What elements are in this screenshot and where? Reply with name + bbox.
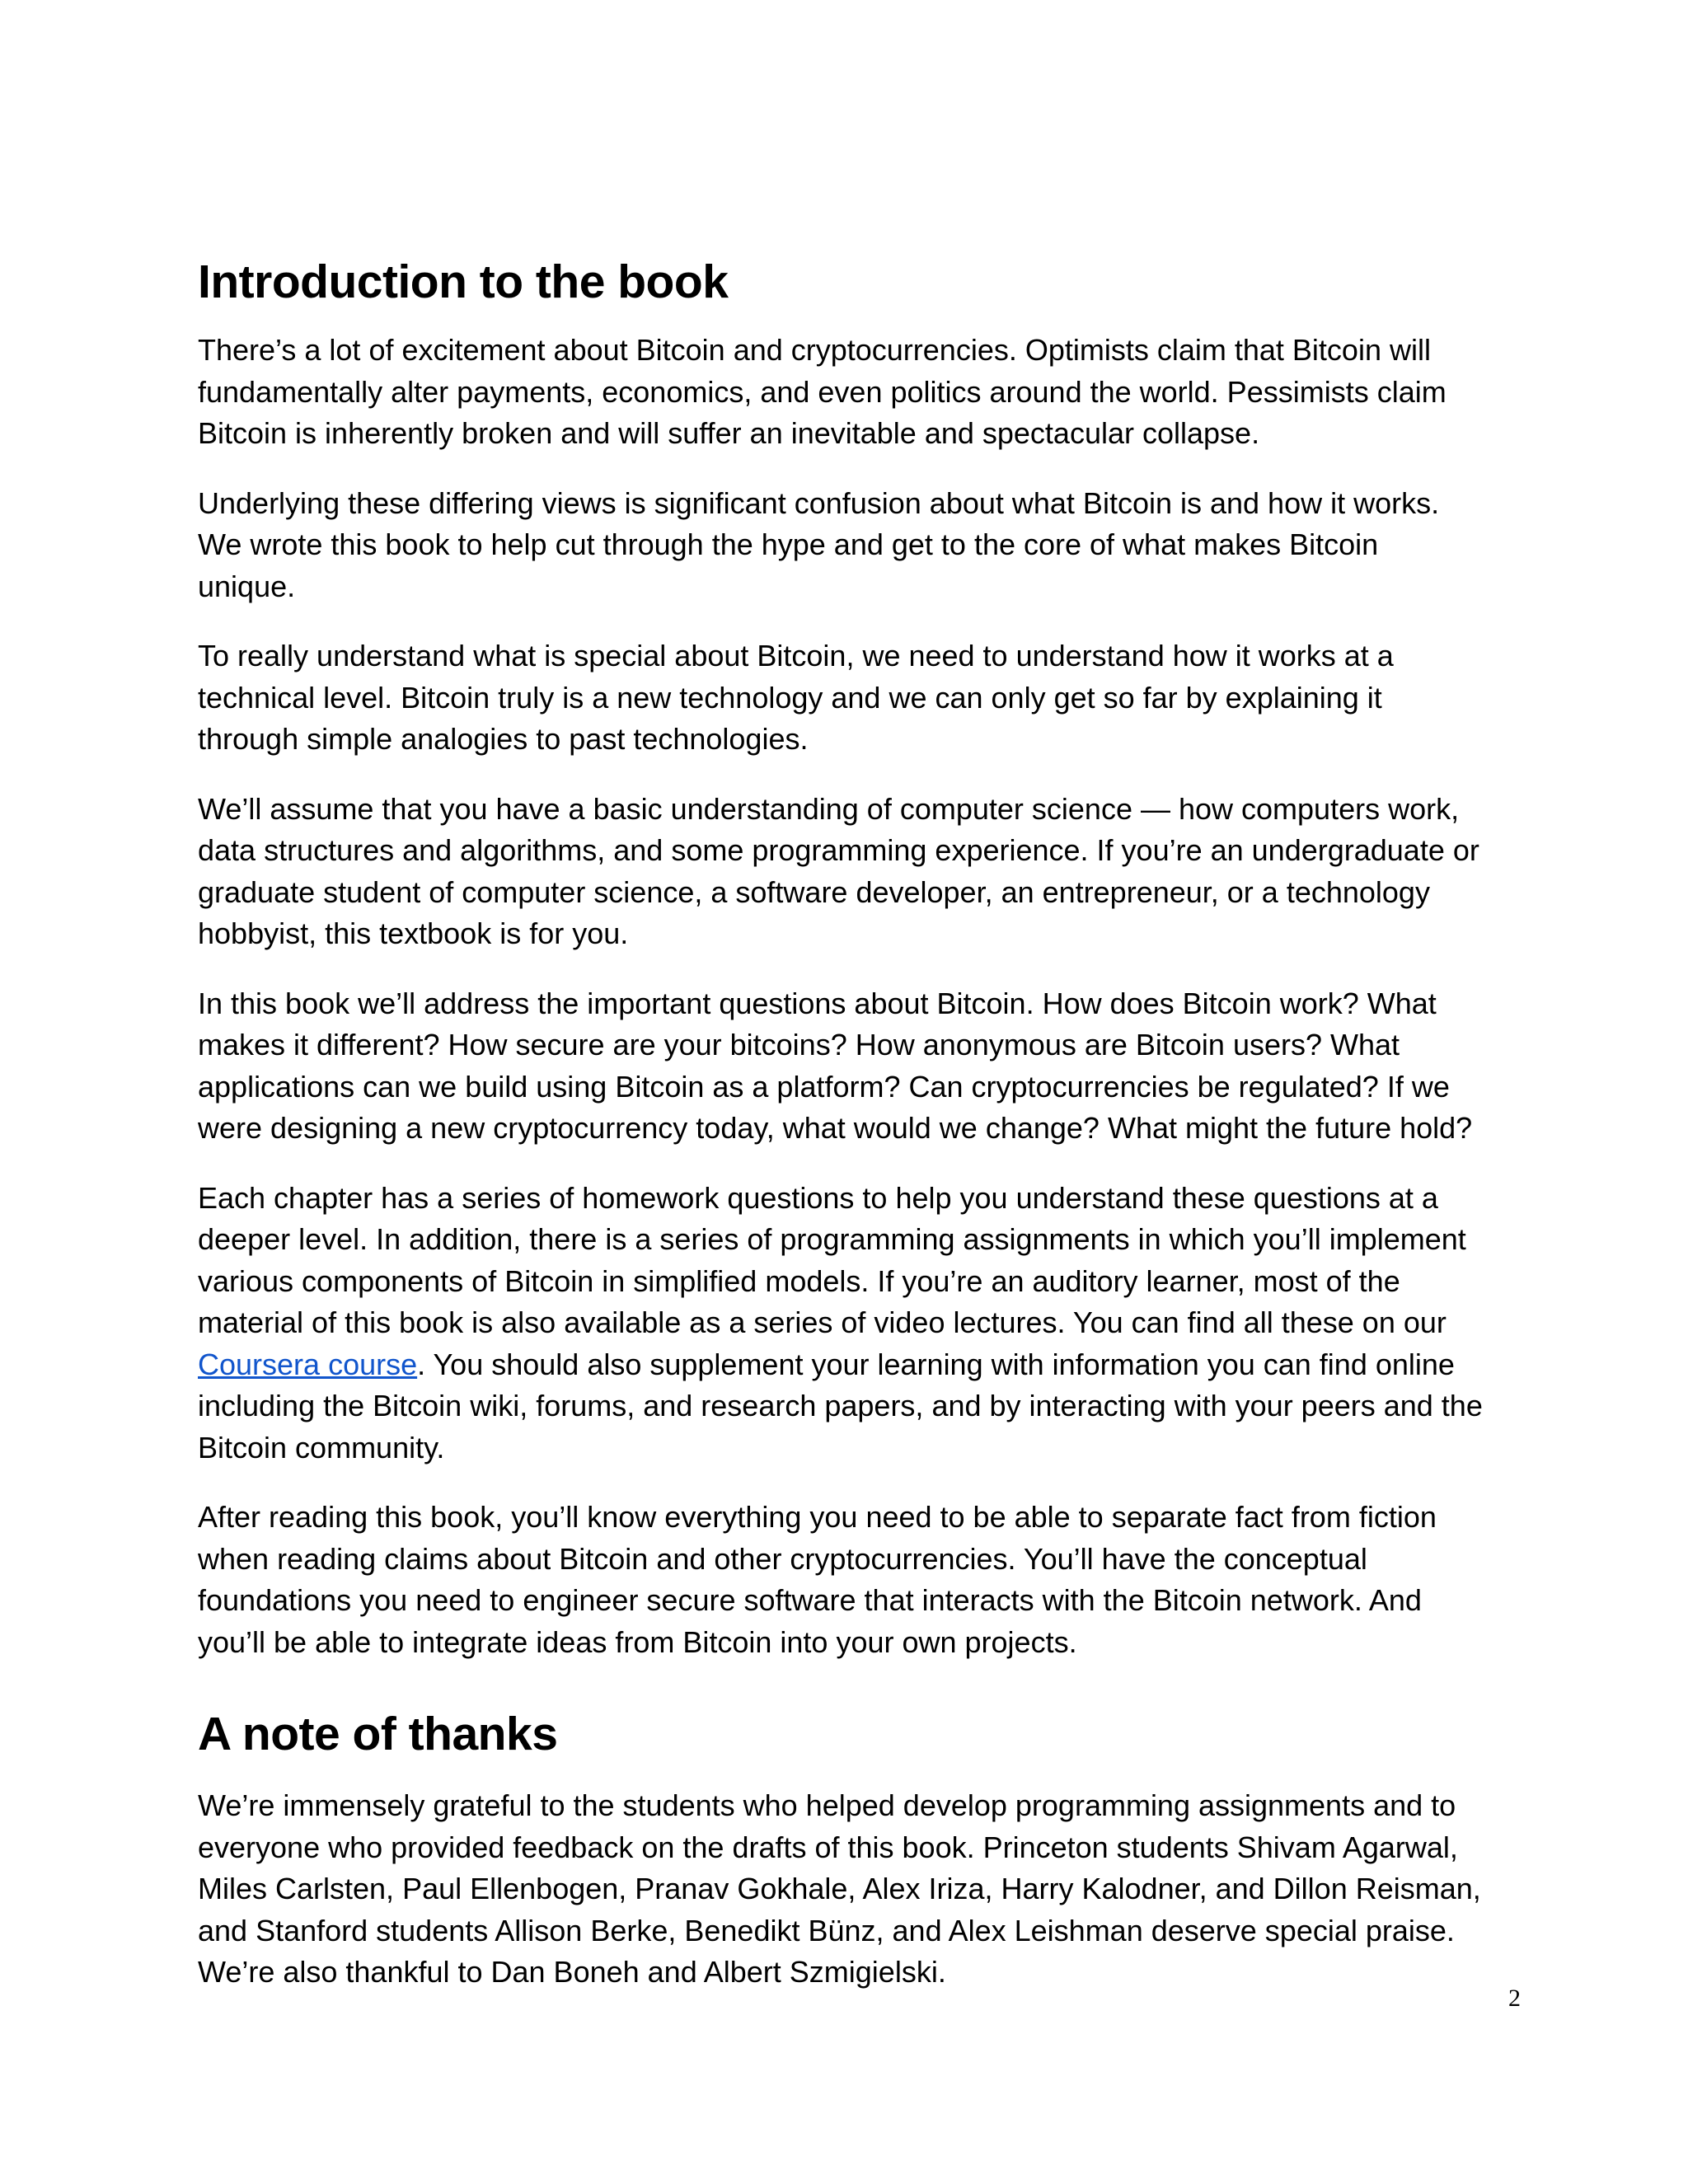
homework-text-before-link: Each chapter has a series of homework questions to help you understand these questions at a deeper level. In addition, there is a series of programming assignments in which you’ll implement various components of Bitcoin in simplified models. If you’re an auditory learner, most of the material of this book is also available as a series of video lectures. You can find all these on our	[198, 1180, 1466, 1339]
intro-paragraph-5: In this book we’ll address the important questions about Bitcoin. How does Bitcoin work? What makes it different? How secure are your bitcoins? How anonymous are Bitcoin users? What applications can we build using Bitcoin as a platform? Can cryptocurrencies be regulated? If we were designing a new cryptocurrency today, what would we change? What might the future hold?	[198, 986, 1473, 1145]
intro-paragraph-4: We’ll assume that you have a basic understanding of computer science — how computers work, data structures and algorithms, and some programming experience. If you’re an undergraduate or graduate student of computer science, a software developer, an entrepreneur, or a technology hobbyist, this textbook is for you.	[198, 791, 1479, 950]
page-content	[198, 249, 1484, 2022]
thanks-heading: A note of thanks	[198, 1708, 558, 1760]
coursera-course-link[interactable]: Coursera course	[198, 1347, 418, 1381]
intro-paragraph-homework	[198, 1178, 1484, 1469]
intro-heading: Introduction to the book	[198, 255, 729, 308]
intro-paragraph-1: There’s a lot of excitement about Bitcoin and cryptocurrencies. Optimists claim that Bitcoin will fundamentally alter payments, economics, and even politics around the world. Pessimists claim Bitcoin is inherently broken and will suffer an inevitable and spectacular collapse.	[198, 333, 1447, 450]
thanks-paragraph: We’re immensely grateful to the students who helped develop programming assignments and to everyone who provided feedback on the drafts of this book. Princeton students Shivam Agarwal, Miles Carlsten, Paul Ellenbogen, Pranav Gokhale, Alex Iriza, Harry Kalodner, and Dillon Reisman, and Stanford students Allison Berke, Benedikt Bünz, and Alex Leishman deserve special praise. We’re also thankful to Dan Boneh and Albert Szmigielski.	[198, 1788, 1481, 1989]
page-number: 2	[1508, 1985, 1521, 2012]
intro-paragraph-after-reading: After reading this book, you’ll know everything you need to be able to separate fact from fiction when reading claims about Bitcoin and other cryptocurrencies. You’ll have the conceptual foundations you need to engineer secure software that interacts with the Bitcoin network. And you’ll be able to integrate ideas from Bitcoin into your own projects.	[198, 1500, 1437, 1659]
homework-text-after-link: . You should also supplement your learning with information you can find online including the Bitcoin wiki, forums, and research papers, and by interacting with your peers and the Bitcoin community.	[198, 1347, 1483, 1465]
intro-paragraph-2: Underlying these differing views is significant confusion about what Bitcoin is and how it works. We wrote this book to help cut through the hype and get to the core of what makes Bitcoin unique.	[198, 485, 1440, 603]
intro-paragraph-3: To really understand what is special about Bitcoin, we need to understand how it works at a technical level. Bitcoin truly is a new technology and we can only get so far by explaining it through simple analogies to past technologies.	[198, 639, 1394, 756]
